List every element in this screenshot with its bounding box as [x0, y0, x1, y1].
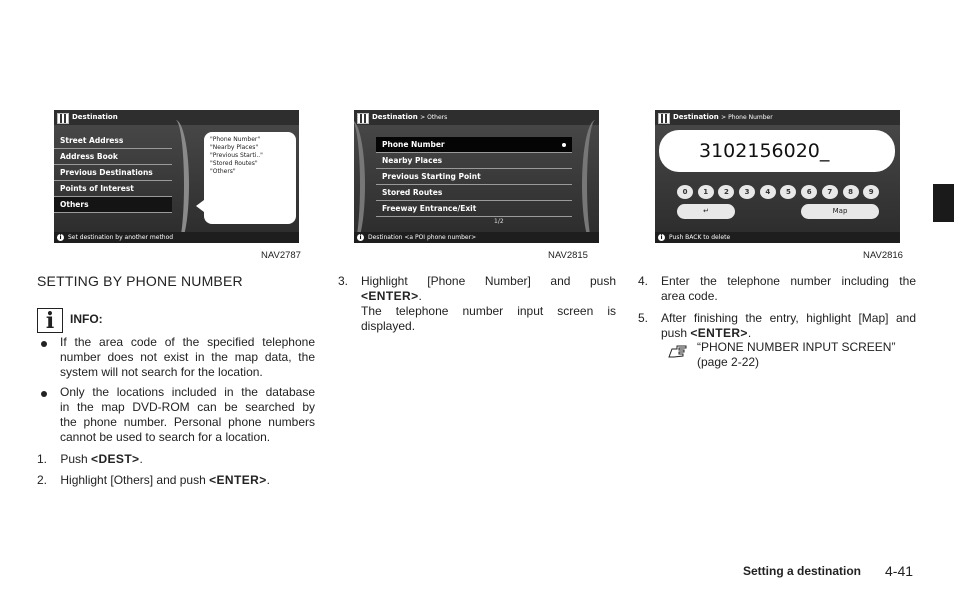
key-8: 8 — [843, 185, 859, 199]
bullet-dot — [41, 391, 47, 397]
text-line — [661, 326, 916, 341]
flag-icon — [357, 113, 369, 124]
screen-footer: i Set destination by another method — [54, 232, 299, 243]
step-3-number: 3. — [338, 274, 349, 288]
cross-reference[interactable] — [697, 340, 895, 370]
text-line: The telephone number input screen is — [361, 304, 616, 318]
text-line: number does not exist in the map data, the — [60, 350, 315, 364]
menu-curve-right — [582, 120, 599, 243]
menu-item-previous-destinations: Previous Destinations — [54, 165, 172, 181]
bubble-line: "Previous Starti.." — [210, 152, 263, 159]
text-line: Enter the telephone number including the — [661, 274, 916, 288]
bubble-line: "Stored Routes" — [210, 160, 258, 167]
step-number: 1. — [37, 452, 48, 466]
info-label: INFO: — [70, 312, 103, 326]
footer-section-title: Setting a destination — [743, 564, 862, 578]
key-9: 9 — [863, 185, 879, 199]
menu-curve-left — [354, 120, 365, 243]
screenshot-phone-number-input — [655, 110, 900, 243]
back-arrow-icon: ↵ — [703, 207, 709, 215]
page-number: 4-41 — [885, 563, 914, 579]
step-end: . — [266, 473, 270, 487]
key-5: 5 — [780, 185, 796, 199]
text-line: Highlight [Phone Number] and push — [361, 274, 616, 288]
step-end: . — [139, 452, 143, 466]
step-3 — [361, 274, 616, 334]
bullet-dot — [41, 341, 47, 347]
info-bullet-1 — [60, 335, 315, 380]
bubble-line: "Phone Number" — [210, 136, 261, 143]
step-5 — [661, 311, 916, 341]
screen-header: Destination > Others — [354, 110, 599, 125]
step-text: Push — [60, 452, 92, 466]
text-line: displayed. — [361, 319, 416, 333]
phone-number-display: 3102156020_ — [659, 130, 895, 172]
destination-menu — [54, 133, 172, 213]
screenshot-destination-menu — [54, 110, 299, 243]
menu-item-nearby-places: Nearby Places — [376, 153, 572, 169]
reference-page[interactable]: (page 2-22) — [697, 355, 760, 369]
flag-icon — [57, 113, 69, 124]
text-line: the phone number. Personal phone numbers — [60, 415, 315, 429]
page-indicator: 1/2 — [494, 218, 504, 225]
key-label: <DEST> — [91, 452, 140, 466]
others-bubble — [204, 132, 296, 224]
key-2: 2 — [718, 185, 734, 199]
key-3: 3 — [739, 185, 755, 199]
back-button — [677, 204, 735, 219]
info-icon: i — [658, 234, 665, 241]
key-6: 6 — [801, 185, 817, 199]
key-7: 7 — [822, 185, 838, 199]
menu-item-freeway-entrance-exit: Freeway Entrance/Exit — [376, 201, 572, 217]
key-4: 4 — [760, 185, 776, 199]
key-0: 0 — [677, 185, 693, 199]
menu-curve-divider — [162, 120, 189, 243]
bubble-line: "Nearby Places" — [210, 144, 259, 151]
reference-hand-icon — [668, 344, 688, 358]
others-menu — [376, 137, 572, 217]
menu-item-points-of-interest: Points of Interest — [54, 181, 172, 197]
step-2 — [37, 473, 270, 488]
text-line: Only the locations included in the database — [60, 385, 315, 399]
menu-item-others: Others — [54, 197, 172, 213]
number-keypad — [677, 179, 884, 199]
screen-header: Destination > Phone Number — [655, 110, 900, 125]
chapter-tab — [933, 184, 954, 222]
menu-item-phone-number: Phone Number — [376, 137, 572, 153]
menu-item-stored-routes: Stored Routes — [376, 185, 572, 201]
step-text: push — [661, 326, 691, 340]
key-label: <ENTER> — [209, 473, 267, 487]
info-icon: i — [37, 308, 63, 333]
screenshot-others-menu — [354, 110, 599, 243]
info-icon: i — [357, 234, 364, 241]
key-1: 1 — [698, 185, 714, 199]
step-number: 2. — [37, 473, 48, 487]
text-line: If the area code of the specified telephone — [60, 335, 315, 349]
menu-item-address-book: Address Book — [54, 149, 172, 165]
step-4-number: 4. — [638, 274, 649, 288]
text-line: cannot be used to search for a location. — [60, 430, 271, 444]
reference-title[interactable]: “PHONE NUMBER INPUT SCREEN” — [697, 340, 896, 354]
text-line — [361, 289, 616, 304]
step-4 — [661, 274, 916, 304]
key-label: <ENTER> — [361, 289, 419, 303]
screen-footer: i Push BACK to delete — [655, 232, 900, 243]
text-line: After finishing the entry, highlight [Map] and — [661, 311, 916, 325]
figure-code: NAV2815 — [548, 250, 588, 261]
section-heading: SETTING BY PHONE NUMBER — [37, 273, 243, 289]
key-label: <ENTER> — [690, 326, 748, 340]
step-end: . — [418, 289, 422, 303]
screen-footer: i Destination <a POI phone number> — [354, 232, 599, 243]
step-text: Highlight [Others] and push — [60, 473, 210, 487]
bubble-line: "Others" — [210, 168, 236, 175]
menu-item-street-address: Street Address — [54, 133, 172, 149]
figure-code: NAV2787 — [261, 250, 301, 261]
info-icon: i — [57, 234, 64, 241]
text-line: area code. — [661, 289, 718, 303]
menu-item-previous-starting-point: Previous Starting Point — [376, 169, 572, 185]
step-end: . — [747, 326, 752, 340]
figure-code: NAV2816 — [863, 250, 903, 261]
map-button: Map — [801, 204, 879, 219]
step-1 — [37, 452, 143, 467]
text-line: in the map DVD-ROM can be searched by — [60, 400, 315, 414]
screen-header: Destination — [54, 110, 299, 125]
flag-icon — [658, 113, 670, 124]
info-bullet-2 — [60, 385, 315, 445]
step-5-number: 5. — [638, 311, 649, 325]
text-line: system will not search for the location. — [60, 365, 263, 379]
